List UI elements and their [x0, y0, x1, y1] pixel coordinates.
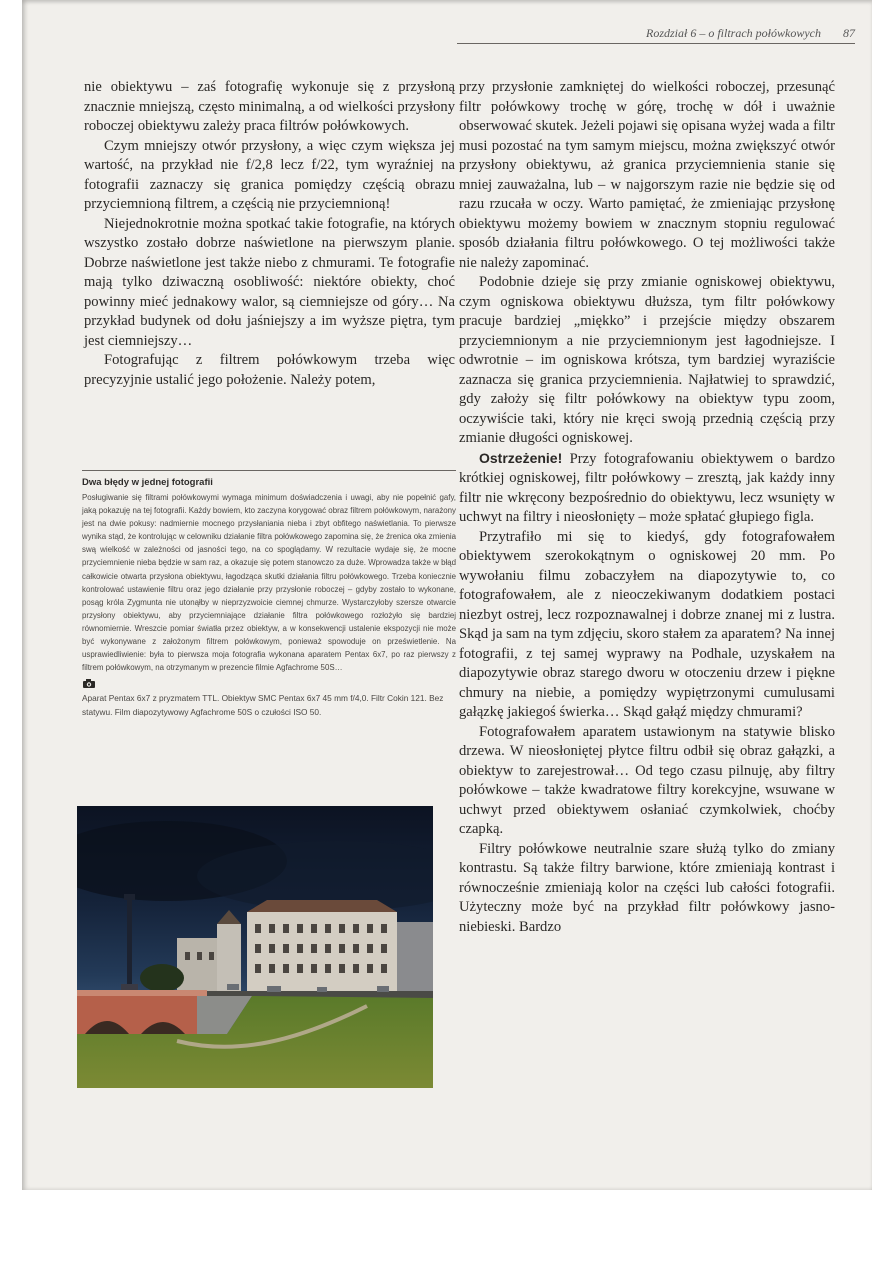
paragraph: przy przysłonie zamkniętej do wielkości roboczej, przesunąć filtr połówkowy trochę w górę, trochę w dół i uważnie obserwować skutek. Jeżeli pojawi się opisana wyżej wada a filtr musi pozostać na tym samym miejscu, można zwiększyć otwór przysłony obiektywu, aż granica przyciemnienia stanie się mniej zauważalna, lub – w najgorszym razie nie będzie się od razu rzucała w oczy. Warto pamiętać, że zmieniając przysłonę obiektywu możemy bowiem w znacznym stopniu regulować sposób działania filtru połówkowego. O tej możliwości także nie należy zapominać. — [459, 79, 835, 271]
running-head — [457, 26, 855, 44]
page-number: 87 — [843, 26, 855, 40]
paragraph: Fotografowałem aparatem ustawionym na statywie blisko drzewa. W nieosłoniętej płytce filtru odbił się obraz gałązki, a obiektyw to zarejestrował… Od tego czasu pilnuję, aby filtry połówkowe – także kwadratowe filtry korekcyjne, wsuwane w uchwyt przed obiektywem osłaniać czymkolwiek, choćby czapką. — [459, 723, 835, 837]
chapter-title: Rozdział 6 – o filtrach połówkowych — [646, 26, 821, 40]
right-column — [459, 78, 835, 937]
paragraph: nie obiektywu – zaś fotografię wykonuje się z przysłoną znacznie mniejszą, często minimalną, a od wielkości przysłony roboczej obiektywu zależy praca filtrów połówkowych. — [84, 79, 455, 134]
castle-square-photo — [77, 806, 433, 1088]
warning-paragraph — [459, 449, 835, 528]
paragraph: Filtry połówkowe neutralnie szare służą tylko do zmiany kontrastu. Są także filtry barwione, które zmieniają kontrast i równocześnie zmieniają kolor na części lub całości fotografii. Użyteczny może być na przykład filtr połówkowy jasno-niebieski. Bardzo — [459, 840, 835, 935]
warning-label: Ostrzeżenie! — [479, 449, 563, 466]
sidebar-title: Dwa błędy w jednej fotografii — [82, 477, 213, 488]
paragraph: Podobnie dzieje się przy zmianie ogniskowej obiektywu, czym ogniskowa obiektywu dłuższa, tym filtr połówkowy pracuje bardziej „miękko” i przejście między obszarem przyciemnionym a nie przyciemnionym jest łagodniejsze. I odwrotnie – im ogniskowa krótsza, tym bardziej wyraziście zaznacza się granica przyciemnienia. Najłatwiej to sprawdzić, gdy założy się filtr połówkowy na obiektyw typu zoom, oczywiście taki, który nie kręci swoją przednią częścią przy zmianie długości ogniskowej. — [459, 274, 835, 446]
left-column — [84, 78, 455, 390]
paragraph: Niejednokrotnie można spotkać takie fotografie, na których wszystko zostało dobrze naświetlone na pierwszym planie. Dobrze naświetlone jest także niebo z chmurami. Te fotografie mają tylko dziwaczną osobliwość: niektóre obiekty, choć powinny mieć jednakowy walor, są ciemniejsze od góry… Na przykład budynek od dołu jaśniejszy a im wyższe piętra, tym jest ciemniejszy… — [84, 215, 455, 349]
photo-caption: Aparat Pentax 6x7 z pryzmatem TTL. Obiektyw SMC Pentax 6x7 45 mm f/4,0. Filtr Cokin 121. Bez statywu. Film diapozytywowy Agfachrome 50S o czułości ISO 50. — [82, 693, 444, 718]
sidebar-box — [82, 470, 456, 719]
paragraph: Przytrafiło mi się to kiedyś, gdy fotografowałem obiektywem szerokokątnym o ogniskowej 20 mm. Po wywołaniu filmu zobaczyłem na diapozytywie to, co fotografowałem, ale z nieoczekiwanym dodatkiem postaci niezbyt ostrej, lecz rozpoznawalnej i dobrze znanej mi z lustra. Skąd ja sam na tym zdjęciu, skoro stałem za aparatem? Na innej fotografii, z tej samej wyprawy na Podhale, uzyskałem na diapozytywie obraz starego dworu w otoczeniu drzew i piękne chmury na niebie, a pomiędzy wypiętrzonymi cumulusami gałązkę jakiegoś świerka… Skąd gałąź między chmurami? — [459, 528, 835, 720]
camera-icon — [82, 678, 96, 689]
paragraph: Fotografując z filtrem połówkowym trzeba więc precyzyjnie ustalić jego położenie. Należy potem, — [84, 352, 455, 388]
sidebar-body: Posługiwanie się filtrami połówkowymi wymaga minimum doświadczenia i uwagi, aby nie popełnić gafy, jaką pokazuję na tej fotografii. Każdy bowiem, kto zaczyna korygować obraz filtrem połówkowym, narażony jest na dwie pokusy: nadmiernie mocnego przysłaniania nieba i zbyt obfitego naświetlania. To pierwsze wynika stąd, że kontrolując w celowniku działanie filtra połówkowego zapomina się, że źrenica oka zmienia swą wielkość w zależności od jasności tego, na co spoglądamy. W rezultacie wydaje się, że mocne przyciemnienie nieba będzie w sam raz, a okazuje się potem stanowczo za duże. Wprowadza także w błąd całkowicie otwarta przysłona obiektywu, łagodząca skutki działania filtru połówkowego. Trzeba koniecznie kontrolować ustawienie filtru oraz jego działanie przy przysłonie roboczej – gdyby zostało to wykonane, posąg króla Zygmunta nie utonąłby w nieprzyzwoicie ciemnej chmurze. Wystarczyłoby szersze otwarcie przysłony obiektywu, aby przyciemniające działanie filtra połówkowego rozłożyło się bardziej równomiernie. Wreszcie pomiar światła przez obiektyw, a w konsekwencji ustalenie ekspozycji nie może być wykonywane z założonym filtrem połówkowym, ponieważ spowoduje on prześwietlenie. Na usprawiedliwienie: była to pierwsza moja fotografia wykonana aparatem Pentax 6x7, po raz pierwszy z filtrem połówkowym, na otrzymanym w prezencie filmie Agfachrome 50S… — [82, 493, 456, 673]
book-page — [22, 0, 872, 1190]
photo-illustration — [77, 806, 433, 1088]
warning-text: Przy fotografowaniu obiektywem o bardzo krótkiej ogniskowej, filtr połówkowy – zresztą, jak każdy inny filtr nie wkręcony bezpośrednio do obiektywu, lecz wsunięty w uchwyt na filtry i nieosłonięty – może spłatać głupiego figla. — [459, 450, 835, 525]
paragraph: Czym mniejszy otwór przysłony, a więc czym większa jej wartość, na przykład nie f/2,8 lecz f/22, tym wyraźniej na fotografii zaznaczy się granica pomiędzy częścią obrazu przyciemnioną filtrem, a częścią nie przyciemnioną! — [84, 137, 455, 212]
